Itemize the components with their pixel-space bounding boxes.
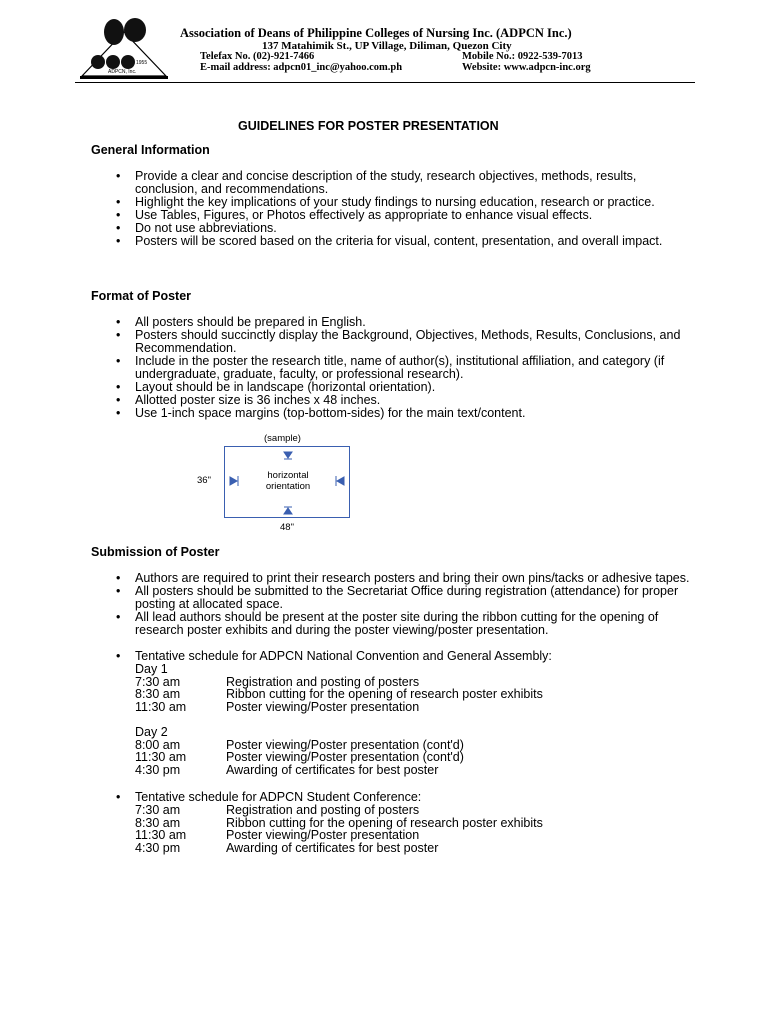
time: 8:00 am xyxy=(135,737,181,752)
list-item: • All posters should be submitted to the Secretariat Office during registration (attendance) for proper posting at allocated space. xyxy=(91,585,691,611)
time: 4:30 pm xyxy=(135,762,181,777)
schedule-row xyxy=(91,688,691,701)
time: 4:30 pm xyxy=(135,840,181,855)
adpcn-logo xyxy=(78,18,170,80)
list-item: • Highlight the key implications of your study findings to nursing education, research or practice. xyxy=(91,196,691,209)
list-item: • Use Tables, Figures, or Photos effectively as appropriate to enhance visual effects. xyxy=(91,209,691,222)
event: Registration and posting of posters xyxy=(226,674,420,689)
org-address: 137 Matahimik St., UP Village, Diliman, Quezon City xyxy=(262,40,512,52)
website: Website: www.adpcn-inc.org xyxy=(462,62,591,73)
list-item: • Authors are required to print their research posters and bring their own pins/tacks or adhesive tapes. xyxy=(91,572,691,585)
list-item: • All posters should be prepared in English. xyxy=(91,316,691,329)
svg-text:1955: 1955 xyxy=(136,60,148,66)
schedule-row xyxy=(91,751,691,764)
schedule-intro: Tentative schedule for ADPCN National Convention and General Assembly: xyxy=(135,649,552,663)
schedule-intro: Tentative schedule for ADPCN Student Conference: xyxy=(135,790,422,804)
schedule-convention xyxy=(91,650,691,663)
format-section xyxy=(91,290,691,420)
submission-list xyxy=(91,572,691,637)
list-item: • Layout should be in landscape (horizontal orientation). xyxy=(91,381,691,394)
time: 11:30 am xyxy=(135,750,187,764)
telefax: Telefax No. (02)-921-7466 xyxy=(200,51,315,62)
general-heading: General Information xyxy=(91,143,210,157)
diagram-caption: (sample) xyxy=(264,433,301,444)
event: Awarding of certificates for best poster xyxy=(226,762,439,777)
header-divider xyxy=(75,82,695,83)
format-heading: Format of Poster xyxy=(91,289,192,303)
schedule-row xyxy=(91,804,691,817)
list-item: • Posters will be scored based on the criteria for visual, content, presentation, and overall impact. xyxy=(91,235,691,248)
event: Poster viewing/Poster presentation xyxy=(226,828,420,842)
submission-heading: Submission of Poster xyxy=(91,545,220,559)
margin-arrows-icon xyxy=(190,430,360,540)
org-name: Association of Deans of Philippine Colleges of Nursing Inc. (ADPCN Inc.) xyxy=(180,26,572,40)
diagram-label: horizontal orientation xyxy=(265,470,311,492)
format-list xyxy=(91,316,691,420)
schedule-row xyxy=(91,701,691,714)
diagram-width: 48" xyxy=(280,522,294,533)
time: 8:30 am xyxy=(135,687,181,701)
general-list xyxy=(91,170,691,248)
day-2: Day 2 xyxy=(135,725,168,739)
time: 11:30 am xyxy=(135,699,187,714)
email: E-mail address: adpcn01_inc@yahoo.com.ph xyxy=(200,62,403,73)
time: 7:30 am xyxy=(135,674,181,689)
list-item: • Use 1-inch space margins (top-bottom-sides) for the main text/content. xyxy=(91,407,691,420)
day-label xyxy=(91,726,691,739)
schedule-row xyxy=(91,764,691,777)
list-item: • Provide a clear and concise description of the study, research objectives, methods, results, conclusion, and recommendations. xyxy=(91,170,691,196)
diagram-height: 36" xyxy=(197,475,211,486)
schedule-row xyxy=(91,842,691,855)
list-item: • Do not use abbreviations. xyxy=(91,222,691,235)
day-label xyxy=(91,663,691,676)
submission-section xyxy=(91,546,691,854)
list-item: • All lead authors should be present at the poster site during the ribbon cutting for the opening of research poster exhibits and during the poster viewing/poster presentation. xyxy=(91,611,691,637)
day-1: Day 1 xyxy=(135,662,168,676)
schedule-student xyxy=(91,791,691,804)
list-item: • Include in the poster the research title, name of author(s), institutional affiliation, and category (if undergraduate, graduate, faculty, or professional research). xyxy=(91,355,691,381)
poster-diagram xyxy=(190,430,360,540)
mobile: Mobile No.: 0922-539-7013 xyxy=(462,51,583,62)
time: 11:30 am xyxy=(135,828,187,842)
schedule-list xyxy=(91,650,691,663)
time: 8:30 am xyxy=(135,815,181,830)
event: Registration and posting of posters xyxy=(226,803,420,817)
event: Poster viewing/Poster presentation (cont'd) xyxy=(226,750,464,764)
svg-text:ADPCN, Inc.: ADPCN, Inc. xyxy=(108,69,137,75)
event: Poster viewing/Poster presentation (cont'd) xyxy=(226,737,464,752)
event: Ribbon cutting for the opening of research poster exhibits xyxy=(226,815,543,830)
event: Awarding of certificates for best poster xyxy=(226,840,439,855)
list-item: • Posters should succinctly display the Background, Objectives, Methods, Results, Conclusions, and Recommendation. xyxy=(91,329,691,355)
time: 7:30 am xyxy=(135,803,181,817)
general-section xyxy=(91,144,691,248)
event: Ribbon cutting for the opening of research poster exhibits xyxy=(226,687,543,701)
event: Poster viewing/Poster presentation xyxy=(226,699,420,714)
list-item: • Allotted poster size is 36 inches x 48 inches. xyxy=(91,394,691,407)
schedule-row xyxy=(91,829,691,842)
page-title: GUIDELINES FOR POSTER PRESENTATION xyxy=(238,119,499,133)
schedule-list-2 xyxy=(91,791,691,804)
